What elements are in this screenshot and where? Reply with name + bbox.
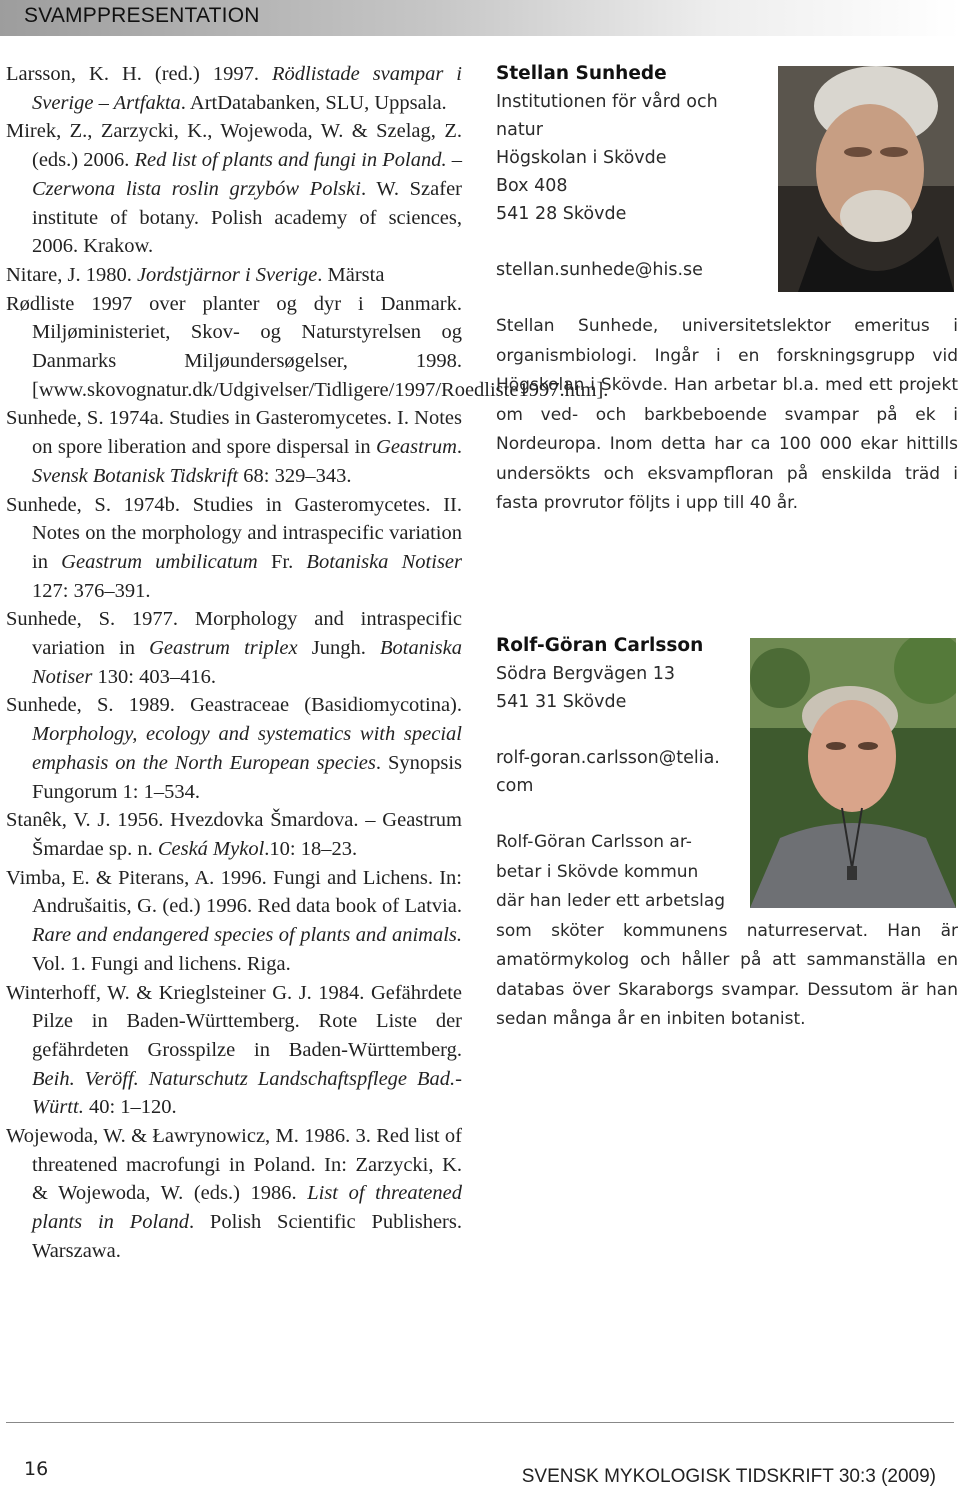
reference-text-run: .: [456, 436, 462, 459]
reference-text-run: .10: 18–23.: [264, 837, 358, 860]
author-email: stellan.sunhede@his.se: [496, 260, 703, 280]
reference-entry: [6, 261, 462, 290]
reference-entry: [6, 404, 462, 490]
journal-footer: SVENSK MYKOLOGISK TIDSKRIFT 30:3 (2009): [521, 1466, 936, 1487]
reference-italic-run: Svensk Botanisk Tidskrift: [32, 464, 239, 487]
footer-divider: [6, 1422, 954, 1423]
reference-entry: [6, 806, 462, 863]
page-number: 16: [24, 1458, 49, 1480]
author-bio: som sköter kommunens naturreservat. Han är amatörmykolog och håller på att sammanställa en databas över Skaraborgs svampar. Dessutom är han sedan många år en inbiten botanist.: [496, 920, 958, 1029]
reference-entry: [6, 290, 609, 405]
author-address-line: 541 31 Skövde: [496, 692, 627, 712]
author-bio-line: Rolf-Göran Carlsson ar-: [496, 832, 692, 852]
reference-text-run: Winterhoff, W. & Krieglsteiner G. J. 1984. Gefährdete Pilze in Baden-Württemberg. Rote Liste der gefährdeten Grosspilze in Baden-Württemberg.: [6, 981, 462, 1061]
author-address-line: Box 408: [496, 176, 568, 196]
reference-text-run: . Polish Scientific Publishers. Warszawa.: [32, 1211, 462, 1262]
author-bio: Stellan Sunhede, universitetslektor emeritus i organismbiologi. Ingår i en forskningsgrupp vid Högskolan i Skövde. Han arbetar bl.a. med ett projekt om ved- och barkbeboende svampar på ek i Nordeuropa. Inom detta har ca 100 000 ekar hittills undersökts och eksvampfloran på enskilda träd i fasta provrutor följts i upp till 40 år.: [496, 316, 958, 513]
reference-text-run: Stanêk, V. J. 1956. Hvezdovka Šmardova. – Geastrum Šmardae sp. n.: [6, 809, 462, 860]
reference-text-run: Sunhede, S. 1974b. Studies in Gasteromycetes. II. Notes on the morphology and intraspecific variation in: [6, 493, 462, 573]
reference-text-run: Jungh.: [297, 637, 380, 660]
reference-text-run: Fr.: [257, 550, 307, 573]
reference-entry: [6, 864, 462, 979]
reference-italic-run: Rödlistade svampar i Sverige – Artfakta: [32, 63, 462, 114]
reference-italic-run: Rare and endangered species of plants and animals.: [32, 924, 462, 947]
section-header-band: [0, 0, 960, 36]
reference-text-run: Sunhede, S. 1989. Geastraceae (Basidiomycotina).: [6, 694, 462, 717]
reference-italic-run: Jordstjärnor i Sverige: [136, 263, 318, 286]
author-address-line: Södra Bergvägen 13: [496, 664, 676, 684]
reference-text-run: 68: 329–343.: [238, 464, 352, 487]
reference-italic-run: Morphology, ecology and systematics with special emphasis on the North European species: [32, 723, 462, 774]
reference-italic-run: List of threatened plants in Poland: [32, 1182, 462, 1234]
reference-text-run: Wojewoda, W. & Ławrynowicz, M. 1986. 3. Red list of threatened macrofungi in Poland. In: Zarzycki, K. & Wojewoda, W. (eds.) 1986.: [6, 1125, 462, 1205]
reference-text-run: Rødliste 1997 over planter og dyr i Danmark. Miljøministeriet, Skov- og Naturstyrelsen og Danmarks Miljøundersøgelser, 1998. [www.skovognatur.dk/Udgivelser/Tidligere/1997/Roedliste1997.htm].: [6, 292, 609, 401]
reference-entry: [6, 979, 462, 1123]
reference-text-run: Sunhede, S. 1977. Morphology and intraspecific variation in: [6, 608, 462, 660]
reference-text-run: Vol. 1. Fungi and lichens. Riga.: [32, 952, 291, 975]
reference-text-run: Sunhede, S. 1974a. Studies in Gasteromycetes. I. Notes on spore liberation and spore dispersal in: [6, 407, 462, 459]
reference-text-run: Mirek, Z., Zarzycki, K., Wojewoda, W. & Szelag, Z. (eds.) 2006.: [6, 120, 462, 172]
author-email: com: [496, 776, 534, 796]
reference-text-run: . Synopsis Fungorum 1: 1–534.: [32, 751, 462, 803]
reference-text-run: Nitare, J. 1980.: [6, 263, 137, 286]
reference-italic-run: Geastrum umbilicatum: [61, 550, 258, 573]
reference-italic-run: Geastrum: [376, 436, 457, 459]
author-address-line: Institutionen för vård och: [496, 92, 718, 112]
reference-text-run: Vimba, E. & Piterans, A. 1996. Fungi and Lichens. In: Andrušaitis, G. (ed.) 1996. Red data book of Latvia.: [6, 866, 462, 918]
reference-entry: [6, 605, 462, 691]
reference-italic-run: Ceská Mykol: [157, 837, 265, 860]
author-name: Stellan Sunhede: [496, 63, 667, 84]
reference-text-run: . W. Szafer institute of botany. Polish academy of sciences, 2006. Krakow.: [32, 177, 462, 258]
author-bio-line: betar i Skövde kommun: [496, 861, 699, 882]
author-address-line: 541 28 Skövde: [496, 204, 627, 224]
reference-text-run: 40: 1–120.: [83, 1096, 177, 1119]
reference-italic-run: Botaniska Notiser: [32, 637, 462, 688]
reference-entry: [6, 117, 462, 261]
reference-text-run: 130: 403–416.: [92, 665, 216, 688]
author-photo-carlsson: [750, 638, 956, 908]
reference-entry: [6, 691, 462, 806]
reference-text-run: . ArtDatabanken, SLU, Uppsala.: [180, 91, 447, 114]
reference-text-run: . Märsta: [317, 263, 385, 286]
section-title: SVAMPPRESENTATION: [24, 4, 260, 27]
reference-entry: [6, 1122, 462, 1266]
author-photo-sunhede: [778, 66, 954, 292]
reference-entry: [6, 491, 462, 606]
reference-italic-run: Red list of plants and fungi in Poland. – Czerwona lista roslin grzybów Polski: [32, 149, 462, 200]
author-bio-line: där han leder ett arbetslag: [496, 891, 726, 911]
reference-text-run: 127: 376–391.: [32, 579, 151, 602]
author-email: rolf-goran.carlsson@telia.: [496, 748, 720, 768]
author-address-line: natur: [496, 120, 543, 140]
author-name: Rolf-Göran Carlsson: [496, 635, 704, 656]
reference-italic-run: Beih. Veröff. Naturschutz Landschaftspflege Bad.-Württ.: [32, 1067, 462, 1119]
author-address-line: Högskolan i Skövde: [496, 148, 667, 168]
reference-italic-run: Geastrum triplex: [149, 637, 298, 660]
reference-italic-run: Botaniska Notiser: [306, 550, 462, 573]
reference-entry: [6, 60, 462, 117]
reference-text-run: Larsson, K. H. (red.) 1997.: [6, 63, 272, 85]
